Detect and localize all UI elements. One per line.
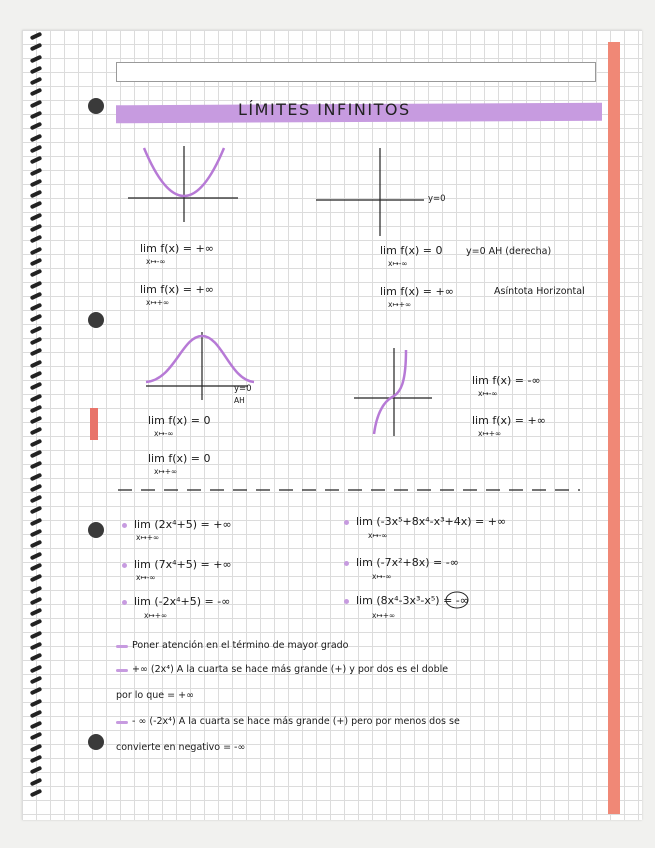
spiral-ring — [30, 608, 43, 617]
spiral-ring — [30, 133, 43, 142]
spiral-ring — [30, 291, 43, 300]
spiral-ring — [30, 145, 43, 154]
spiral-ring — [30, 506, 43, 515]
spiral-ring — [30, 393, 43, 402]
spiral-ring — [30, 280, 43, 289]
spiral-ring — [30, 179, 43, 188]
spiral-ring — [30, 156, 43, 165]
graph-axes-y0 — [312, 146, 436, 238]
spiral-ring — [30, 619, 43, 628]
graph4-limit-2: lim f(x) = +∞ — [472, 414, 546, 427]
spiral-ring — [30, 314, 43, 323]
spiral-ring — [30, 743, 43, 752]
graph1-limit-2-sub: x↦+∞ — [146, 298, 170, 307]
spiral-ring — [30, 676, 43, 685]
spiral-ring — [30, 563, 43, 572]
spiral-ring — [30, 540, 43, 549]
graph2-note-1: y=0 AH (derecha) — [466, 246, 552, 257]
spiral-ring — [30, 687, 43, 696]
graph1-limit-1-sub: x↦-∞ — [146, 257, 166, 266]
spiral-ring — [30, 43, 43, 52]
spiral-ring — [30, 99, 43, 108]
bullet-dot — [344, 561, 349, 566]
spiral-ring — [30, 303, 43, 312]
spiral-ring — [30, 721, 43, 730]
spiral-ring — [30, 382, 43, 391]
spiral-ring — [30, 371, 43, 380]
spiral-ring — [30, 709, 43, 718]
example-left-2: lim (7x⁴+5) = +∞ — [134, 558, 232, 571]
note-line-3: por lo que = +∞ — [116, 690, 195, 701]
graph2-limit-1: lim f(x) = 0 — [380, 244, 443, 257]
spiral-binding — [30, 34, 44, 802]
spiral-ring — [30, 404, 43, 413]
dashed-divider — [118, 488, 580, 492]
graph1-limit-1: lim f(x) = +∞ — [140, 242, 214, 255]
graph3-limit-2: lim f(x) = 0 — [148, 452, 211, 465]
note-line-2: +∞ (2x⁴) A la cuarta se hace más grande (+) y por dos es el doble — [132, 664, 449, 675]
margin-color-bar — [608, 42, 620, 814]
spiral-ring — [30, 585, 43, 594]
spiral-ring — [30, 359, 43, 368]
spiral-ring — [30, 642, 43, 651]
spiral-ring — [30, 664, 43, 673]
punch-hole — [88, 734, 104, 750]
bullet-dot — [344, 599, 349, 604]
graph2-limit-2-sub: x↦+∞ — [388, 300, 412, 309]
punch-hole — [88, 312, 104, 328]
circled-term — [444, 590, 470, 610]
spiral-ring — [30, 269, 43, 278]
graph4-limit-2-sub: x↦+∞ — [478, 429, 502, 438]
spiral-ring — [30, 698, 43, 707]
spiral-ring — [30, 777, 43, 786]
example-right-2: lim (-7x²+8x) = -∞ — [356, 556, 459, 569]
example-right-1: lim (-3x⁵+8x⁴-x³+4x) = +∞ — [356, 515, 507, 528]
bullet-dot — [122, 600, 127, 605]
spiral-ring — [30, 450, 43, 459]
note-line-5: convierte en negativo = -∞ — [116, 742, 246, 753]
graph3-axis-sub: AH — [234, 396, 245, 405]
spiral-ring — [30, 416, 43, 425]
note-marker — [116, 669, 128, 672]
spiral-ring — [30, 427, 43, 436]
spiral-ring — [30, 258, 43, 267]
graph2-note-2: Asíntota Horizontal — [494, 286, 585, 297]
graph2-limit-2: lim f(x) = +∞ — [380, 285, 454, 298]
spiral-ring — [30, 246, 43, 255]
spiral-ring — [30, 495, 43, 504]
graph4-limit-1: lim f(x) = -∞ — [472, 374, 541, 387]
spiral-ring — [30, 325, 43, 334]
note-line-4: - ∞ (-2x⁴) A la cuarta se hace más grande (+) pero por menos dos se — [132, 716, 460, 727]
example-left-2-sub: x↦-∞ — [136, 573, 156, 582]
spiral-ring — [30, 517, 43, 526]
spiral-ring — [30, 111, 43, 120]
graph1-limit-2: lim f(x) = +∞ — [140, 283, 214, 296]
punch-hole — [88, 522, 104, 538]
spiral-ring — [30, 54, 43, 63]
spiral-ring — [30, 653, 43, 662]
spiral-ring — [30, 630, 43, 639]
spiral-ring — [30, 766, 43, 775]
note-line-1: Poner atención en el término de mayor grado — [132, 640, 349, 651]
spiral-ring — [30, 66, 43, 75]
spiral-ring — [30, 190, 43, 199]
note-marker — [116, 645, 128, 648]
bullet-dot — [344, 520, 349, 525]
graph2-axis-label: y=0 — [428, 194, 446, 204]
spiral-ring — [30, 472, 43, 481]
spiral-ring — [30, 551, 43, 560]
example-right-1-sub: x↦-∞ — [368, 531, 388, 540]
spiral-ring — [30, 235, 43, 244]
spiral-ring — [30, 574, 43, 583]
page-tab-marker — [90, 408, 98, 440]
spiral-ring — [30, 122, 43, 131]
graph-cubic-curve — [352, 346, 436, 438]
graph-parabola — [124, 144, 244, 224]
spiral-ring — [30, 529, 43, 538]
spiral-ring — [30, 167, 43, 176]
spiral-ring — [30, 438, 43, 447]
spiral-ring — [30, 77, 43, 86]
spiral-ring — [30, 88, 43, 97]
spiral-ring — [30, 755, 43, 764]
graph3-limit-1-sub: x↦-∞ — [154, 429, 174, 438]
spiral-ring — [30, 461, 43, 470]
graph3-axis-label: y=0 — [234, 384, 252, 394]
example-right-2-sub: x↦-∞ — [372, 572, 392, 581]
example-left-1-sub: x↦+∞ — [136, 533, 160, 542]
graph3-limit-1: lim f(x) = 0 — [148, 414, 211, 427]
spiral-ring — [30, 732, 43, 741]
spiral-ring — [30, 596, 43, 605]
example-right-3-sub: x↦+∞ — [372, 611, 396, 620]
spiral-ring — [30, 201, 43, 210]
spiral-ring — [30, 337, 43, 346]
header-box — [116, 62, 596, 82]
graph3-limit-2-sub: x↦+∞ — [154, 467, 178, 476]
example-right-3: lim (8x⁴-3x³-x⁵) = -∞ — [356, 594, 469, 607]
spiral-ring — [30, 789, 43, 798]
example-left-3-sub: x↦+∞ — [144, 611, 168, 620]
example-left-1: lim (2x⁴+5) = +∞ — [134, 518, 232, 531]
spiral-ring — [30, 348, 43, 357]
spiral-ring — [30, 484, 43, 493]
note-marker — [116, 721, 128, 724]
spiral-ring — [30, 212, 43, 221]
punch-hole — [88, 98, 104, 114]
example-left-3: lim (-2x⁴+5) = -∞ — [134, 595, 231, 608]
bullet-dot — [122, 563, 127, 568]
graph2-limit-1-sub: x↦-∞ — [388, 259, 408, 268]
spiral-ring — [30, 224, 43, 233]
graph4-limit-1-sub: x↦-∞ — [478, 389, 498, 398]
bullet-dot — [122, 523, 127, 528]
page-title: LÍMITES INFINITOS — [238, 100, 411, 119]
